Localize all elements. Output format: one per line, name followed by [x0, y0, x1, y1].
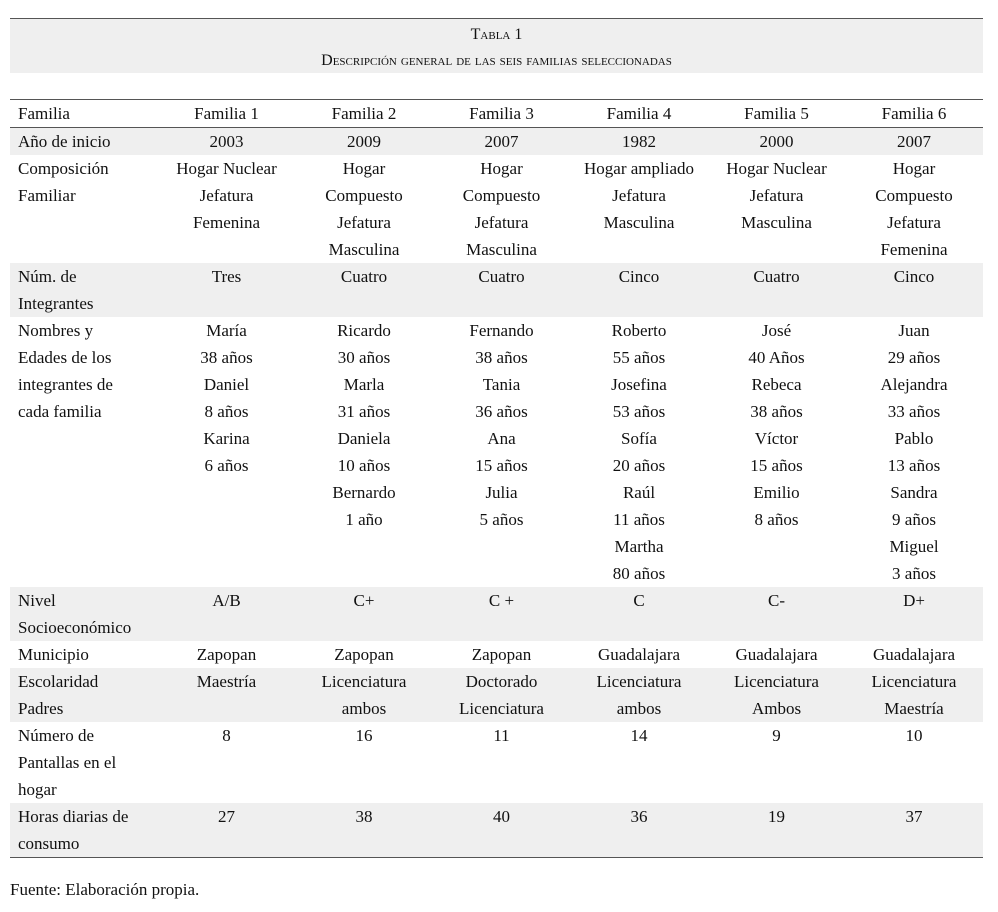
- row-label-line: Familiar: [18, 186, 76, 205]
- table-cell-familia-2: [295, 587, 433, 641]
- cell-line: Femenina: [880, 240, 948, 259]
- cell-line: 2007: [484, 132, 519, 151]
- cell-line: Compuesto: [875, 186, 953, 205]
- row-label-line: Integrantes: [18, 294, 94, 313]
- cell-line: Hogar: [892, 159, 936, 178]
- table-cell-familia-3: [433, 263, 570, 317]
- cell-line: 8 años: [204, 402, 249, 421]
- cell-line: Licenciatura: [734, 672, 819, 691]
- table-cell-familia-2: [295, 263, 433, 317]
- cell-line: 38 años: [750, 402, 803, 421]
- table-cell-familia-2: [295, 803, 433, 858]
- cell-line: Hogar: [480, 159, 523, 178]
- cell-line: 2003: [209, 132, 244, 151]
- table-cell-familia-6: [845, 128, 983, 156]
- header-cell-familia-2: Familia 2: [295, 100, 433, 128]
- table-cell-familia-2: [295, 317, 433, 587]
- row-label: [10, 128, 158, 156]
- cell-line: Sofía: [621, 429, 657, 448]
- table-cell-familia-6: [845, 641, 983, 668]
- cell-line: Maestría: [884, 699, 944, 718]
- cell-line: Guadalajara: [872, 645, 956, 664]
- cell-line: Cinco: [618, 267, 660, 286]
- table-cell-familia-4: [570, 317, 708, 587]
- cell-line: 55 años: [612, 348, 666, 367]
- cell-line: C-: [768, 591, 785, 610]
- table-cell-familia-5: [708, 641, 845, 668]
- row-label: [10, 317, 158, 587]
- table-cell-familia-5: [708, 128, 845, 156]
- cell-line: 29 años: [887, 348, 941, 367]
- header-cell-familia: Familia: [10, 100, 158, 128]
- cell-line: Sandra: [890, 483, 938, 502]
- cell-line: Cuatro: [478, 267, 525, 286]
- cell-line: Licenciatura: [596, 672, 682, 691]
- cell-line: 11 años: [613, 510, 665, 529]
- table-cell-familia-4: [570, 803, 708, 858]
- row-horas-consumo: [10, 803, 983, 858]
- cell-line: Ricardo: [337, 321, 391, 340]
- cell-line: Jefatura: [887, 213, 941, 232]
- table-cell-familia-4: [570, 668, 708, 722]
- row-label-line: hogar: [18, 780, 57, 799]
- cell-line: Roberto: [611, 321, 667, 340]
- table-cell-familia-6: [845, 155, 983, 263]
- table-cell-familia-1: [158, 722, 295, 803]
- row-label-line: Escolaridad: [18, 672, 99, 691]
- cell-line: 9: [772, 726, 781, 745]
- families-table: [10, 99, 983, 858]
- row-label-line: Número de: [18, 726, 95, 745]
- cell-line: 33 años: [887, 402, 941, 421]
- cell-line: 11: [493, 726, 510, 745]
- cell-line: 40: [493, 807, 510, 826]
- table-cell-familia-3: [433, 668, 570, 722]
- table-cell-familia-4: [570, 722, 708, 803]
- table-cell-familia-1: [158, 587, 295, 641]
- row-composicion-familiar: [10, 155, 983, 263]
- cell-line: 20 años: [612, 456, 666, 475]
- row-label: [10, 263, 158, 317]
- cell-line: 9 años: [892, 510, 936, 529]
- table-cell-familia-5: [708, 722, 845, 803]
- row-escolaridad-padres: [10, 668, 983, 722]
- row-numero-pantallas: [10, 722, 983, 803]
- table-cell-familia-1: [158, 668, 295, 722]
- cell-line: Masculina: [328, 240, 400, 259]
- table-cell-familia-6: [845, 803, 983, 858]
- row-label: [10, 803, 158, 858]
- table-cell-familia-2: [295, 155, 433, 263]
- row-label-line: Horas diarias de: [18, 807, 129, 826]
- cell-line: Zapopan: [196, 645, 257, 664]
- cell-line: Hogar: [342, 159, 386, 178]
- cell-line: Raúl: [622, 483, 656, 502]
- header-cell-familia-5: Familia 5: [708, 100, 845, 128]
- table-cell-familia-5: [708, 317, 845, 587]
- table-cell-familia-1: [158, 155, 295, 263]
- cell-line: Jefatura: [199, 186, 254, 205]
- cell-line: 10 años: [337, 456, 391, 475]
- cell-line: Daniel: [203, 375, 250, 394]
- table-cell-familia-6: [845, 263, 983, 317]
- table-cell-familia-1: [158, 263, 295, 317]
- cell-line: 5 años: [479, 510, 524, 529]
- table-title: Tabla 1: [470, 26, 523, 43]
- cell-line: Hogar Nuclear: [726, 159, 827, 178]
- cell-line: Guadalajara: [597, 645, 681, 664]
- cell-line: José: [761, 321, 792, 340]
- cell-line: Fernando: [469, 321, 534, 340]
- row-ano-de-inicio: [10, 128, 983, 156]
- cell-line: Rebeca: [751, 375, 802, 394]
- cell-line: Jefatura: [474, 213, 529, 232]
- cell-line: C+: [353, 591, 375, 610]
- cell-line: Julia: [485, 483, 518, 502]
- table-cell-familia-2: [295, 641, 433, 668]
- cell-line: 36: [630, 807, 648, 826]
- header-row: [10, 100, 983, 128]
- cell-line: 6 años: [204, 456, 249, 475]
- row-num-integrantes: [10, 263, 983, 317]
- cell-line: 1 año: [345, 510, 383, 529]
- cell-line: María: [206, 321, 247, 340]
- row-label: [10, 641, 158, 668]
- cell-line: D+: [903, 591, 925, 610]
- cell-line: Tania: [482, 375, 521, 394]
- row-label-line: Socioeconómico: [18, 618, 132, 637]
- cell-line: Karina: [203, 429, 250, 448]
- cell-line: 8 años: [754, 510, 799, 529]
- cell-line: Alejandra: [880, 375, 948, 394]
- table-cell-familia-5: [708, 155, 845, 263]
- cell-line: 14: [630, 726, 648, 745]
- row-label: [10, 722, 158, 803]
- cell-line: Jefatura: [612, 186, 666, 205]
- row-label-line: Núm. de: [18, 267, 77, 286]
- row-label-line: Año de inicio: [18, 132, 111, 151]
- cell-line: 40 Años: [748, 348, 805, 367]
- row-label: [10, 668, 158, 722]
- cell-line: Víctor: [754, 429, 799, 448]
- cell-line: 38 años: [475, 348, 528, 367]
- cell-line: Jefatura: [749, 186, 804, 205]
- cell-line: 3 años: [892, 564, 936, 583]
- row-label-line: Pantallas en el: [18, 753, 117, 772]
- table-cell-familia-3: [433, 803, 570, 858]
- cell-line: Licenciatura: [321, 672, 407, 691]
- row-label-line: cada familia: [18, 402, 102, 421]
- cell-line: Ana: [487, 429, 516, 448]
- table-cell-familia-4: [570, 128, 708, 156]
- table-cell-familia-3: [433, 317, 570, 587]
- cell-line: Tres: [211, 267, 242, 286]
- cell-line: Ambos: [751, 699, 802, 718]
- cell-line: 36 años: [475, 402, 528, 421]
- header-cell-familia-4: Familia 4: [570, 100, 708, 128]
- cell-line: 15 años: [750, 456, 803, 475]
- cell-line: 80 años: [612, 564, 666, 583]
- table-cell-familia-6: [845, 722, 983, 803]
- table-cell-familia-2: [295, 668, 433, 722]
- row-nombres-edades: [10, 317, 983, 587]
- cell-line: Masculina: [603, 213, 675, 232]
- cell-line: 13 años: [887, 456, 941, 475]
- cell-line: Bernardo: [332, 483, 396, 502]
- cell-line: 10: [905, 726, 923, 745]
- row-label-line: consumo: [18, 834, 80, 853]
- cell-line: Hogar Nuclear: [176, 159, 277, 178]
- cell-line: Cuatro: [753, 267, 800, 286]
- cell-line: Hogar ampliado: [584, 159, 694, 178]
- cell-line: 37: [905, 807, 923, 826]
- table-cell-familia-5: [708, 587, 845, 641]
- table-cell-familia-5: [708, 803, 845, 858]
- row-label-line: Edades de los: [18, 348, 112, 367]
- table-cell-familia-1: [158, 317, 295, 587]
- row-label: [10, 155, 158, 263]
- cell-line: 15 años: [475, 456, 528, 475]
- cell-line: Miguel: [889, 537, 939, 556]
- table-cell-familia-2: [295, 722, 433, 803]
- cell-line: Cuatro: [340, 267, 388, 286]
- cell-line: C +: [488, 591, 515, 610]
- cell-line: A/B: [212, 591, 241, 610]
- cell-line: Guadalajara: [735, 645, 818, 664]
- cell-line: 38: [355, 807, 373, 826]
- cell-line: Josefina: [611, 375, 667, 394]
- cell-line: Cinco: [893, 267, 935, 286]
- header-cell-familia-3: Familia 3: [433, 100, 570, 128]
- cell-line: Masculina: [466, 240, 537, 259]
- row-municipio: [10, 641, 983, 668]
- cell-line: Maestría: [196, 672, 257, 691]
- row-nivel-socioeconomico: [10, 587, 983, 641]
- cell-line: Jefatura: [337, 213, 391, 232]
- table-cell-familia-5: [708, 263, 845, 317]
- cell-line: 1982: [622, 132, 656, 151]
- cell-line: Licenciatura: [459, 699, 544, 718]
- table-cell-familia-2: [295, 128, 433, 156]
- cell-line: 31 años: [337, 402, 391, 421]
- table-cell-familia-1: [158, 641, 295, 668]
- table-cell-familia-4: [570, 587, 708, 641]
- table-cell-familia-4: [570, 641, 708, 668]
- cell-line: Femenina: [192, 213, 261, 232]
- header-cell-familia-1: Familia 1: [158, 100, 295, 128]
- table-cell-familia-4: [570, 155, 708, 263]
- header-cell-familia-6: Familia 6: [845, 100, 983, 128]
- cell-line: 16: [355, 726, 373, 745]
- table-cell-familia-4: [570, 263, 708, 317]
- table-source-note: Fuente: Elaboración propia.: [10, 880, 200, 899]
- table-cell-familia-3: [433, 641, 570, 668]
- row-label-line: Composición: [18, 159, 109, 178]
- cell-line: Licenciatura: [871, 672, 957, 691]
- cell-line: Compuesto: [462, 186, 541, 205]
- table-cell-familia-3: [433, 155, 570, 263]
- cell-line: 2007: [897, 132, 931, 151]
- cell-line: Zapopan: [334, 645, 394, 664]
- cell-line: 27: [218, 807, 235, 826]
- row-label-line: Nombres y: [18, 321, 94, 340]
- table-cell-familia-6: [845, 587, 983, 641]
- row-label-line: integrantes de: [18, 375, 113, 394]
- table-cell-familia-3: [433, 128, 570, 156]
- cell-line: 53 años: [612, 402, 666, 421]
- cell-line: Martha: [614, 537, 664, 556]
- cell-line: Emilio: [753, 483, 800, 502]
- table-cell-familia-3: [433, 722, 570, 803]
- table-subtitle: Descripción general de las seis familias seleccionadas: [321, 52, 672, 69]
- table-cell-familia-5: [708, 668, 845, 722]
- table-cell-familia-1: [158, 803, 295, 858]
- table-cell-familia-3: [433, 587, 570, 641]
- cell-line: 19: [768, 807, 785, 826]
- row-label: [10, 587, 158, 641]
- table-cell-familia-6: [845, 317, 983, 587]
- cell-line: Compuesto: [325, 186, 403, 205]
- table-title-block: [10, 18, 983, 73]
- cell-line: C: [633, 591, 645, 610]
- table-cell-familia-6: [845, 668, 983, 722]
- cell-line: Pablo: [894, 429, 934, 448]
- cell-line: Juan: [898, 321, 930, 340]
- cell-line: 2009: [347, 132, 381, 151]
- row-label-line: Padres: [18, 699, 64, 718]
- cell-line: ambos: [616, 699, 662, 718]
- cell-line: 8: [222, 726, 231, 745]
- cell-line: ambos: [341, 699, 387, 718]
- cell-line: 30 años: [337, 348, 391, 367]
- row-label-line: Nivel: [18, 591, 56, 610]
- cell-line: 2000: [759, 132, 794, 151]
- row-label-line: Municipio: [18, 645, 89, 664]
- cell-line: Zapopan: [471, 645, 532, 664]
- table-cell-familia-1: [158, 128, 295, 156]
- cell-line: Masculina: [741, 213, 812, 232]
- cell-line: Daniela: [337, 429, 391, 448]
- cell-line: Marla: [343, 375, 385, 394]
- cell-line: Doctorado: [465, 672, 538, 691]
- cell-line: 38 años: [200, 348, 253, 367]
